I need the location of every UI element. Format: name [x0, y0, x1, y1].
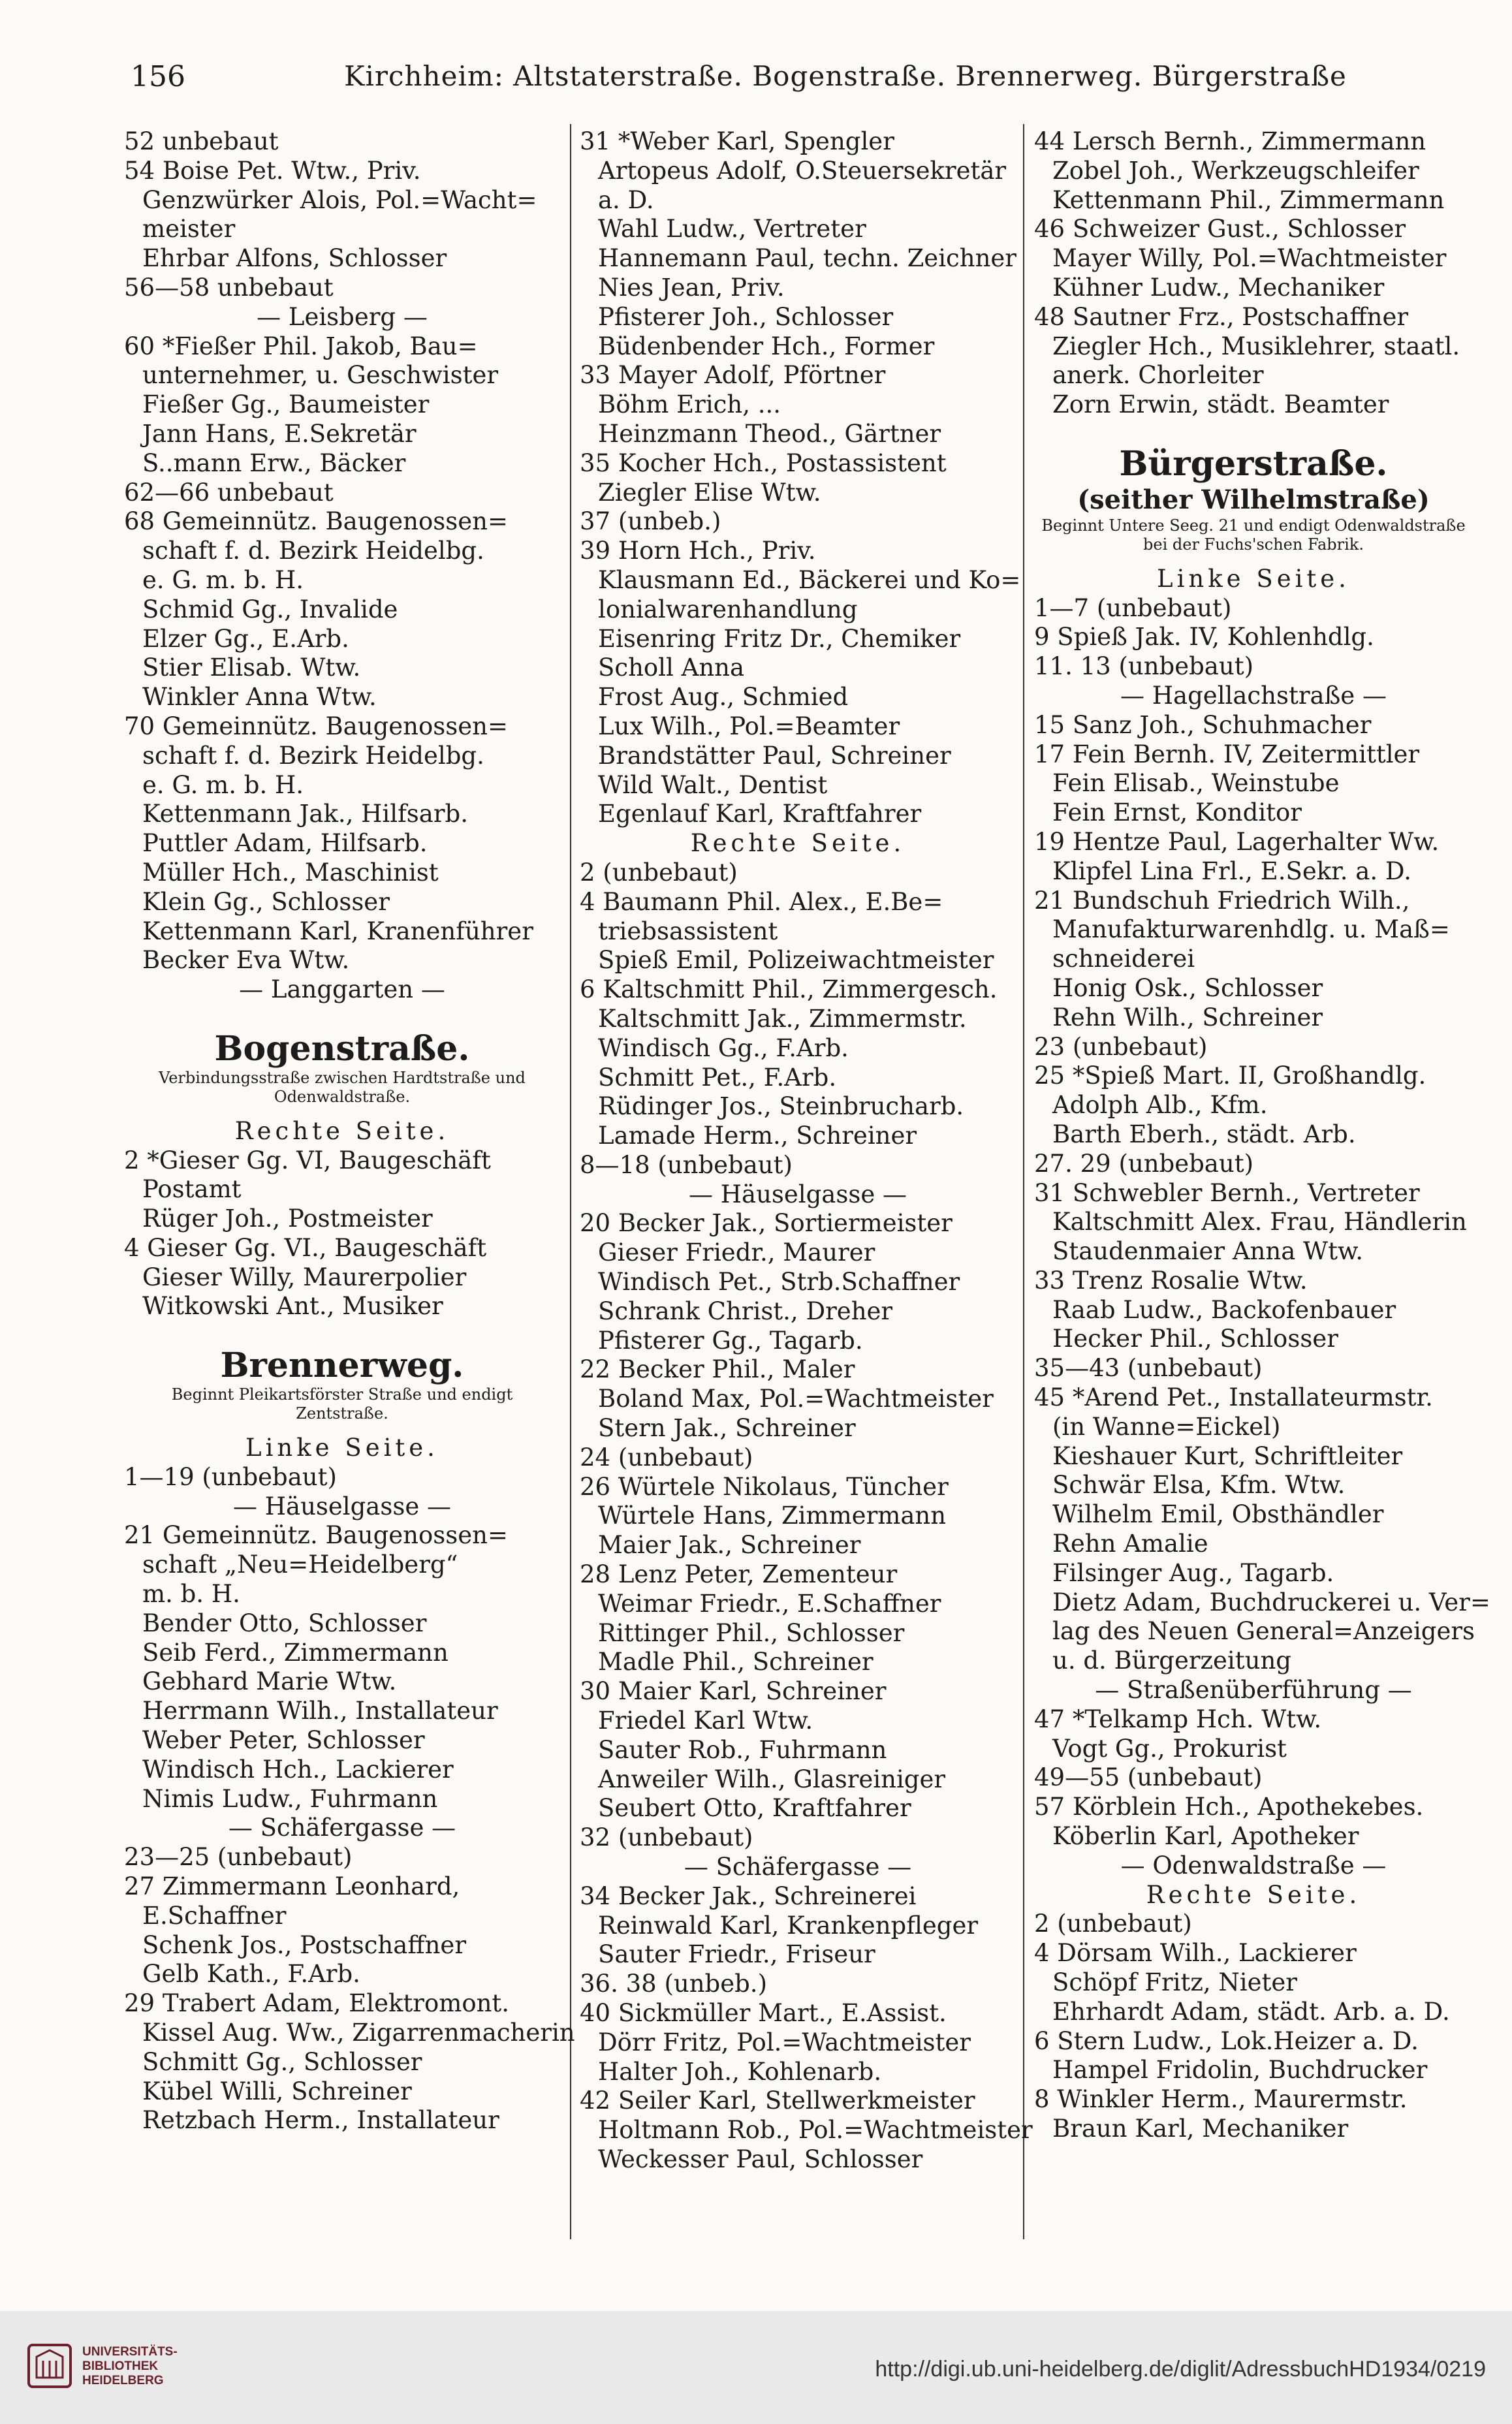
- directory-entry: Ziegler Hch., Musiklehrer, staatl.: [1052, 332, 1460, 360]
- directory-entry: 1—7 (unbebaut): [1034, 593, 1232, 622]
- directory-entry: 2 (unbebaut): [580, 858, 738, 887]
- directory-entry: Hampel Fridolin, Buchdrucker: [1052, 2056, 1428, 2085]
- directory-entry: Weckesser Paul, Schlosser: [598, 2145, 923, 2173]
- directory-entry: Egenlauf Karl, Kraftfahrer: [598, 800, 922, 828]
- directory-entry: Sauter Rob., Fuhrmann: [598, 1735, 887, 1764]
- directory-entry: Sauter Friedr., Friseur: [598, 1940, 875, 1969]
- street-heading: Brennerweg.: [220, 1346, 464, 1386]
- directory-entry: 70 Gemeinnütz. Baugenossen=: [124, 712, 508, 740]
- directory-entry: 35 Kocher Hch., Postassistent: [580, 449, 947, 477]
- directory-entry: Filsinger Aug., Tagarb.: [1052, 1558, 1334, 1587]
- directory-entry: Artopeus Adolf, O.Steuersekretär: [598, 156, 1007, 185]
- directory-entry: schaft „Neu=Heidelberg“: [142, 1550, 458, 1579]
- directory-entry: 35—43 (unbebaut): [1034, 1354, 1263, 1383]
- library-name: [82, 2345, 178, 2388]
- directory-entry: 60 *Fießer Phil. Jakob, Bau=: [124, 332, 478, 360]
- directory-entry: Seubert Otto, Kraftfahrer: [598, 1794, 911, 1823]
- cross-street-marker: — Häuselgasse —: [232, 1492, 451, 1520]
- directory-entry: 23 (unbebaut): [1034, 1032, 1208, 1061]
- directory-entry: Schwär Elsa, Kfm. Wtw.: [1052, 1471, 1346, 1500]
- directory-entry: schneiderei: [1052, 945, 1195, 973]
- directory-entry: u. d. Bürgerzeitung: [1052, 1646, 1291, 1675]
- directory-entry: 32 (unbebaut): [580, 1823, 753, 1852]
- directory-entry: Schöpf Fritz, Nieter: [1052, 1968, 1297, 1997]
- directory-entry: 31 Schwebler Bernh., Vertreter: [1034, 1178, 1420, 1207]
- directory-entry: 11. 13 (unbebaut): [1034, 652, 1253, 681]
- page-header: [131, 60, 1462, 99]
- library-seal-icon: [26, 2342, 73, 2389]
- directory-entry: Friedel Karl Wtw.: [598, 1707, 813, 1735]
- directory-entry: 68 Gemeinnütz. Baugenossen=: [124, 507, 508, 536]
- directory-entry: anerk. Chorleiter: [1052, 361, 1264, 390]
- directory-entry: Kettenmann Phil., Zimmermann: [1052, 185, 1445, 214]
- directory-entry: Fein Elisab., Weinstube: [1052, 769, 1340, 798]
- directory-entry: 47 *Telkamp Hch. Wtw.: [1034, 1705, 1322, 1733]
- directory-entry: Rehn Amalie: [1052, 1530, 1208, 1558]
- directory-entry: Schenk Jos., Postschaffner: [142, 1930, 467, 1959]
- directory-entry: Böhm Erich, ...: [598, 390, 781, 419]
- directory-entry: Ehrhardt Adam, städt. Arb. a. D.: [1052, 1997, 1450, 2026]
- directory-entry: Maier Jak., Schreiner: [598, 1531, 861, 1560]
- page-number: 156: [131, 60, 185, 93]
- directory-entry: 21 Gemeinnütz. Baugenossen=: [124, 1521, 508, 1550]
- directory-entry: Kühner Ludw., Mechaniker: [1052, 273, 1385, 302]
- directory-entry: 28 Lenz Peter, Zementeur: [580, 1560, 898, 1589]
- directory-entry: 25 *Spieß Mart. II, Großhandlg.: [1034, 1062, 1426, 1090]
- directory-entry: 52 unbebaut: [124, 127, 279, 155]
- directory-entry: 1—19 (unbebaut): [124, 1462, 337, 1491]
- directory-entry: Kaltschmitt Alex. Frau, Händlerin: [1052, 1208, 1467, 1236]
- directory-entry: E.Schaffner: [142, 1901, 287, 1930]
- directory-entry: Bender Otto, Schlosser: [142, 1609, 427, 1637]
- street-description: Beginnt Pleikartsförster Straße und endigt Zentstraße.: [171, 1385, 513, 1423]
- directory-entry: 56—58 unbebaut: [124, 273, 334, 302]
- directory-entry: Scholl Anna: [598, 653, 745, 682]
- directory-entry: Windisch Pet., Strb.Schaffner: [598, 1268, 960, 1297]
- directory-entry: Raab Ludw., Backofenbauer: [1052, 1295, 1396, 1324]
- street-heading: Bürgerstraße.: [1119, 443, 1388, 484]
- directory-entry: Kissel Aug. Ww., Zigarrenmacherin: [142, 2019, 575, 2047]
- directory-entry: Kettenmann Karl, Kranenführer: [142, 917, 533, 945]
- directory-entry: Heinzmann Theod., Gärtner: [598, 419, 941, 448]
- directory-entry: lag des Neuen General=Anzeigers: [1052, 1617, 1475, 1646]
- directory-entry: 45 *Arend Pet., Installateurmstr.: [1034, 1383, 1433, 1412]
- directory-entry: Klein Gg., Schlosser: [142, 887, 390, 916]
- directory-entry: 9 Spieß Jak. IV, Kohlenhdlg.: [1034, 623, 1374, 652]
- directory-entry: Eisenring Fritz Dr., Chemiker: [598, 624, 961, 653]
- directory-entry: Lux Wilh., Pol.=Beamter: [598, 712, 900, 740]
- directory-entry: Holtmann Rob., Pol.=Wachtmeister: [598, 2116, 1033, 2145]
- directory-entry: 8—18 (unbebaut): [580, 1150, 793, 1179]
- directory-entry: Retzbach Herm., Installateur: [142, 2106, 499, 2135]
- cross-street-marker: — Schäfergasse —: [228, 1814, 456, 1842]
- column-middle: [580, 127, 1033, 2233]
- directory-entry: Madle Phil., Schreiner: [598, 1648, 874, 1676]
- directory-entry: 62—66 unbebaut: [124, 478, 334, 507]
- directory-entry: Halter Joh., Kohlenarb.: [598, 2057, 882, 2086]
- directory-entry: Rittinger Phil., Schlosser: [598, 1618, 905, 1647]
- directory-entry: Ehrbar Alfons, Schlosser: [142, 244, 447, 273]
- cross-street-marker: — Odenwaldstraße —: [1120, 1851, 1387, 1880]
- directory-entry: Nimis Ludw., Fuhrmann: [142, 1784, 438, 1813]
- directory-entry: Fein Ernst, Konditor: [1052, 798, 1302, 827]
- directory-entry: 2 (unbebaut): [1034, 1910, 1192, 1938]
- directory-entry: 4 Dörsam Wilh., Lackierer: [1034, 1939, 1357, 1968]
- directory-entry: Klausmann Ed., Bäckerei und Ko=: [598, 565, 1021, 594]
- directory-entry: Köberlin Karl, Apotheker: [1052, 1822, 1359, 1851]
- directory-entry: Wilhelm Emil, Obsthändler: [1052, 1500, 1384, 1529]
- directory-entry: Stern Jak., Schreiner: [598, 1414, 856, 1443]
- directory-entry: 30 Maier Karl, Schreiner: [580, 1677, 887, 1706]
- directory-entry: m. b. H.: [142, 1580, 240, 1609]
- library-name-line: HEIDELBERG: [82, 2374, 164, 2387]
- directory-entry: Manufakturwarenhdlg. u. Maß=: [1052, 915, 1450, 944]
- directory-entry: Weber Peter, Schlosser: [142, 1726, 425, 1755]
- directory-entry: Kaltschmitt Jak., Zimmermstr.: [598, 1004, 967, 1033]
- directory-entry: 22 Becker Phil., Maler: [580, 1355, 855, 1384]
- directory-entry: Mayer Willy, Pol.=Wachtmeister: [1052, 244, 1447, 273]
- directory-entry: Gieser Willy, Maurerpolier: [142, 1263, 467, 1291]
- directory-entry: 44 Lersch Bernh., Zimmermann: [1034, 127, 1426, 155]
- directory-entry: 33 Trenz Rosalie Wtw.: [1034, 1266, 1308, 1295]
- directory-entry: Postamt: [142, 1175, 242, 1204]
- directory-entry: Windisch Hch., Lackierer: [142, 1755, 454, 1784]
- directory-entry: Witkowski Ant., Musiker: [142, 1292, 443, 1321]
- directory-entry: Pfisterer Joh., Schlosser: [598, 302, 894, 331]
- directory-entry: Kieshauer Kurt, Schriftleiter: [1052, 1441, 1403, 1470]
- cross-street-marker: — Langgarten —: [239, 975, 445, 1004]
- directory-entry: lonialwarenhandlung: [598, 595, 858, 623]
- directory-entry: Frost Aug., Schmied: [598, 683, 849, 712]
- directory-entry: Herrmann Wilh., Installateur: [142, 1697, 498, 1725]
- directory-entry: schaft f. d. Bezirk Heidelbg.: [142, 537, 484, 565]
- cross-street-marker: — Hagellachstraße —: [1120, 681, 1387, 710]
- viewer-footer: [0, 2311, 1512, 2424]
- directory-entry: 4 Gieser Gg. VI., Baugeschäft: [124, 1233, 487, 1262]
- directory-entry: triebsassistent: [598, 917, 778, 945]
- directory-entry: Spieß Emil, Polizeiwachtmeister: [598, 946, 994, 975]
- directory-entry: Staudenmaier Anna Wtw.: [1052, 1237, 1363, 1266]
- directory-entry: 27. 29 (unbebaut): [1034, 1149, 1253, 1178]
- directory-entry: Windisch Gg., F.Arb.: [598, 1033, 849, 1062]
- directory-entry: Gieser Friedr., Maurer: [598, 1238, 875, 1267]
- library-name-line: UNIVERSITÄTS-: [82, 2345, 178, 2359]
- column-divider: [1023, 124, 1024, 2239]
- directory-entry: 31 *Weber Karl, Spengler: [580, 127, 894, 155]
- directory-entry: Winkler Anna Wtw.: [142, 683, 377, 712]
- directory-entry: Brandstätter Paul, Schreiner: [598, 741, 951, 770]
- directory-entry: 27 Zimmermann Leonhard,: [124, 1872, 460, 1901]
- directory-entry: Anweiler Wilh., Glasreiniger: [598, 1765, 946, 1793]
- directory-entry: Schmitt Gg., Schlosser: [142, 2047, 422, 2076]
- directory-entry: Puttler Adam, Hilfsarb.: [142, 829, 428, 858]
- directory-entry: Barth Eberh., städt. Arb.: [1052, 1120, 1356, 1148]
- directory-entry: schaft f. d. Bezirk Heidelbg.: [142, 741, 484, 770]
- directory-entry: Adolph Alb., Kfm.: [1052, 1091, 1268, 1120]
- directory-entry: 37 (unbeb.): [580, 507, 721, 536]
- directory-entry: 39 Horn Hch., Priv.: [580, 537, 816, 565]
- directory-entry: 48 Sautner Frz., Postschaffner: [1034, 302, 1409, 331]
- directory-entry: Reinwald Karl, Krankenpfleger: [598, 1911, 979, 1940]
- directory-entry: Weimar Friedr., E.Schaffner: [598, 1589, 941, 1618]
- directory-entry: 33 Mayer Adolf, Pförtner: [580, 361, 886, 390]
- directory-entry: 2 *Gieser Gg. VI, Baugeschäft: [124, 1146, 491, 1174]
- directory-entry: Gebhard Marie Wtw.: [142, 1667, 397, 1696]
- side-heading: Rechte Seite.: [234, 1116, 450, 1145]
- directory-entry: 42 Seiler Karl, Stellwerkmeister: [580, 2086, 975, 2115]
- directory-entry: 34 Becker Jak., Schreinerei: [580, 1881, 917, 1910]
- directory-entry: a. D.: [598, 185, 654, 214]
- directory-entry: Lamade Herm., Schreiner: [598, 1122, 917, 1150]
- directory-entry: 36. 38 (unbeb.): [580, 1970, 768, 1998]
- directory-entry: 19 Hentze Paul, Lagerhalter Ww.: [1034, 827, 1440, 856]
- column-divider: [570, 124, 571, 2239]
- cross-street-marker: — Häuselgasse —: [688, 1180, 907, 1208]
- directory-entry: 49—55 (unbebaut): [1034, 1763, 1263, 1792]
- street-description: Beginnt Untere Seeg. 21 und endigt Odenwaldstraße bei der Fuchs'schen Fabrik.: [1041, 516, 1466, 554]
- directory-entry: Honig Osk., Schlosser: [1052, 973, 1323, 1002]
- directory-entry: Rehn Wilh., Schreiner: [1052, 1003, 1323, 1031]
- directory-entry: Kettenmann Jak., Hilfsarb.: [142, 800, 468, 828]
- directory-entry: 4 Baumann Phil. Alex., E.Be=: [580, 887, 943, 916]
- directory-entry: e. G. m. b. H.: [142, 565, 304, 594]
- directory-entry: Rüdinger Jos., Steinbrucharb.: [598, 1092, 964, 1121]
- column-left: [124, 127, 575, 2233]
- directory-entry: 40 Sickmüller Mart., E.Assist.: [580, 1999, 947, 2027]
- directory-entry: Pfisterer Gg., Tagarb.: [598, 1326, 863, 1355]
- directory-entry: Seib Ferd., Zimmermann: [142, 1638, 449, 1667]
- directory-entry: Rüger Joh., Postmeister: [142, 1204, 433, 1233]
- directory-entry: 54 Boise Pet. Wtw., Priv.: [124, 156, 421, 185]
- directory-entry: 21 Bundschuh Friedrich Wilh.,: [1034, 886, 1410, 915]
- side-heading: Linke Seite.: [245, 1434, 439, 1462]
- directory-entry: Dörr Fritz, Pol.=Wachtmeister: [598, 2028, 971, 2056]
- directory-entry: Jann Hans, E.Sekretär: [142, 419, 417, 448]
- directory-entry: Vogt Gg., Prokurist: [1052, 1734, 1287, 1763]
- directory-entry: Stier Elisab. Wtw.: [142, 653, 361, 682]
- directory-entry: Gelb Kath., F.Arb.: [142, 1960, 360, 1989]
- cross-street-marker: — Schäfergasse —: [684, 1853, 912, 1881]
- directory-entry: Büdenbender Hch., Former: [598, 332, 935, 360]
- permalink-url[interactable]: http://digi.ub.uni-heidelberg.de/diglit/AdressbuchHD1934/0219: [875, 2357, 1486, 2382]
- directory-entry: Genzwürker Alois, Pol.=Wacht=: [142, 185, 537, 214]
- cross-street-marker: — Straßenüberführung —: [1095, 1676, 1412, 1705]
- column-right: [1034, 127, 1490, 2233]
- directory-entry: Schmid Gg., Invalide: [142, 595, 398, 623]
- directory-entry: Dietz Adam, Buchdruckerei u. Ver=: [1052, 1588, 1490, 1616]
- directory-entry: Braun Karl, Mechaniker: [1052, 2115, 1349, 2143]
- directory-entry: Zobel Joh., Werkzeugschleifer: [1052, 156, 1419, 185]
- directory-entry: Ziegler Elise Wtw.: [598, 478, 821, 507]
- directory-entry: 20 Becker Jak., Sortiermeister: [580, 1209, 953, 1238]
- street-subheading: (seither Wilhelmstraße): [1077, 484, 1430, 515]
- directory-entry: Hecker Phil., Schlosser: [1052, 1325, 1338, 1353]
- directory-entry: Würtele Hans, Zimmermann: [598, 1502, 947, 1530]
- directory-entry: 23—25 (unbebaut): [124, 1843, 353, 1872]
- library-logo: [26, 2342, 235, 2395]
- directory-entry: (in Wanne=Eickel): [1052, 1412, 1281, 1441]
- directory-entry: 24 (unbebaut): [580, 1443, 753, 1472]
- directory-entry: Hannemann Paul, techn. Zeichner: [598, 244, 1016, 273]
- directory-entry: Boland Max, Pol.=Wachtmeister: [598, 1385, 994, 1413]
- cross-street-marker: — Leisberg —: [257, 302, 428, 331]
- directory-entry: Nies Jean, Priv.: [598, 273, 785, 302]
- directory-entry: 6 Kaltschmitt Phil., Zimmergesch.: [580, 975, 998, 1004]
- street-heading: Bogenstraße.: [214, 1028, 470, 1069]
- directory-entry: Wild Walt., Dentist: [598, 770, 828, 799]
- directory-entry: Wahl Ludw., Vertreter: [598, 215, 866, 244]
- directory-entry: Müller Hch., Maschinist: [142, 858, 439, 887]
- side-heading: Rechte Seite.: [1146, 1880, 1361, 1909]
- directory-entry: Zorn Erwin, städt. Beamter: [1052, 390, 1389, 419]
- directory-entry: Schrank Christ., Dreher: [598, 1297, 893, 1325]
- directory-entry: 29 Trabert Adam, Elektromont.: [124, 1989, 510, 2018]
- directory-entry: Becker Eva Wtw.: [142, 946, 350, 975]
- directory-entry: 17 Fein Bernh. IV, Zeitermittler: [1034, 740, 1420, 768]
- directory-entry: Elzer Gg., E.Arb.: [142, 624, 349, 653]
- directory-entry: S..mann Erw., Bäcker: [142, 449, 406, 477]
- directory-entry: 46 Schweizer Gust., Schlosser: [1034, 215, 1406, 244]
- directory-entry: 15 Sanz Joh., Schuhmacher: [1034, 710, 1372, 739]
- directory-entry: Kübel Willi, Schreiner: [142, 2077, 412, 2105]
- directory-entry: meister: [142, 215, 236, 244]
- directory-entry: 26 Würtele Nikolaus, Tüncher: [580, 1472, 949, 1501]
- side-heading: Rechte Seite.: [690, 829, 906, 858]
- directory-entry: Schmitt Pet., F.Arb.: [598, 1063, 837, 1092]
- side-heading: Linke Seite.: [1157, 564, 1350, 593]
- street-description: Verbindungsstraße zwischen Hardtstraße und Odenwaldstraße.: [159, 1068, 526, 1106]
- running-head: Kirchheim: Altstaterstraße. Bogenstraße. Brennerweg. Bürgerstraße: [344, 60, 1347, 92]
- directory-entry: 8 Winkler Herm., Maurermstr.: [1034, 2085, 1408, 2114]
- directory-entry: 57 Körblein Hch., Apothekebes.: [1034, 1793, 1424, 1821]
- library-name-line: BIBLIOTHEK: [82, 2359, 159, 2373]
- directory-entry: Klipfel Lina Frl., E.Sekr. a. D.: [1052, 857, 1411, 885]
- directory-entry: 6 Stern Ludw., Lok.Heizer a. D.: [1034, 2026, 1419, 2055]
- directory-entry: unternehmer, u. Geschwister: [142, 361, 499, 390]
- directory-entry: Fießer Gg., Baumeister: [142, 390, 430, 419]
- directory-entry: e. G. m. b. H.: [142, 770, 304, 799]
